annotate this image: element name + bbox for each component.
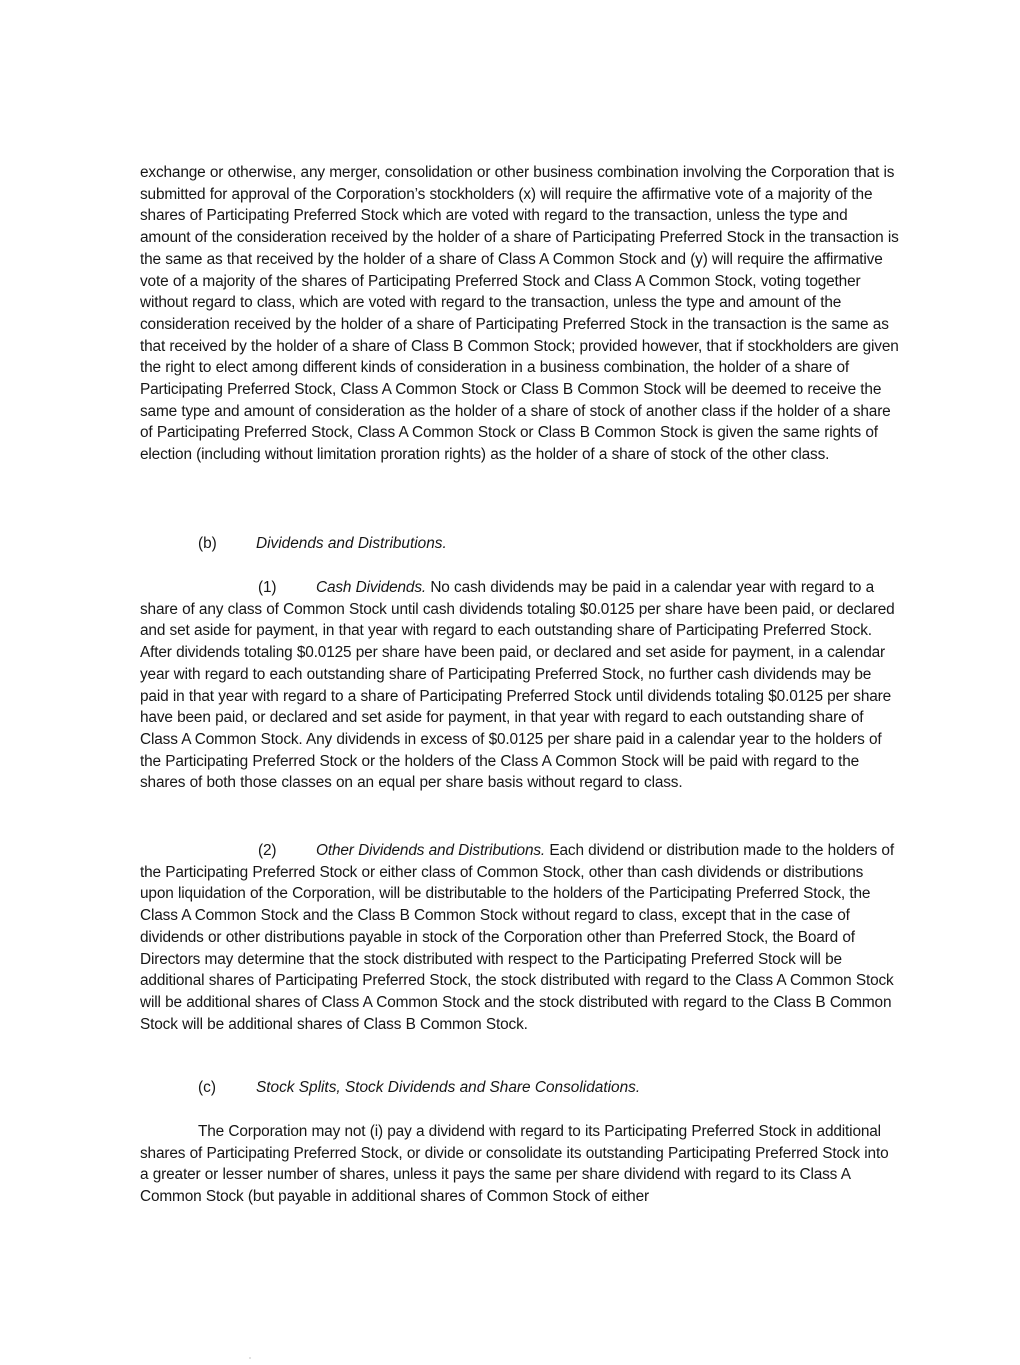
- section-c-heading: [198, 1077, 640, 1099]
- scan-speck: [249, 1357, 251, 1359]
- section-c-paragraph: The Corporation may not (i) pay a dividend with regard to its Participating Preferred Stock in additional shares of Participating Preferred Stock, or divide or consolidate its outstanding Participating Preferred Stock into a greater or lesser number of shares, unless it pays the same per share dividend with regard to its Class A Common Stock (but payable in additional shares of Common Stock of either: [140, 1123, 889, 1206]
- section-c-label: (c): [198, 1079, 216, 1096]
- section-c-title: Stock Splits, Stock Dividends and Share Consolidations.: [256, 1079, 641, 1096]
- cash-dividends-paragraph: [140, 577, 900, 794]
- section-b-label: (b): [198, 535, 217, 552]
- item-1-title: Cash Dividends.: [316, 579, 427, 596]
- other-dividends-paragraph: [140, 840, 900, 1035]
- intro-paragraph: exchange or otherwise, any merger, consolidation or other business combination involving the Corporation that is submitted for approval of the Corporation’s stockholders (x) will require the affirmative vote of a majority of the shares of Participating Preferred Stock which are voted with regard to the transaction, unless the type and amount of the consideration received by the holder of a share of Participating Preferred Stock in the transaction is the same as that received by the holder of a share of Class A Common Stock and (y) will require the affirmative vote of a majority of the shares of Participating Preferred Stock and Class A Common Stock, voting together without regard to class, which are voted with regard to the transaction, unless the type and amount of the consideration received by the holder of a share of Participating Preferred Stock in the transaction is the same as that received by the holder of a share of Class B Common Stock; provided however, that if stockholders are given the right to elect among different kinds of consideration in a business combination, the holder of a share of Participating Preferred Stock, Class A Common Stock or Class B Common Stock will be deemed to receive the same type and amount of consideration as the holder of a share of stock of another class if the holder of a share of Participating Preferred Stock, Class A Common Stock or Class B Common Stock is given the same rights of election (including without limitation proration rights) as the holder of a share of stock of the other class.: [140, 164, 899, 464]
- item-2-label: (2): [258, 842, 277, 859]
- item-1-body: No cash dividends may be paid in a calendar year with regard to a share of any class of Common Stock until cash dividends totaling $0.0125 per share have been paid, or declared and set aside for payment, in that year with regard to each outstanding share of Participating Preferred Stock. After dividends totaling $0.0125 per share have been paid, or declared and set aside for payment, in a calendar year with regard to each outstanding share of Participating Preferred Stock, no further cash dividends may be paid in that year with regard to a share of Participating Preferred Stock until dividends totaling $0.0125 per share have been paid, or declared and set aside for payment, in that year with regard to each outstanding share of Class A Common Stock. Any dividends in excess of $0.0125 per share paid in a calendar year to the holders of the Participating Preferred Stock or the holders of the Class A Common Stock will be paid with regard to the shares of both those classes on an equal per share basis without regard to class.: [140, 579, 895, 792]
- section-b-title: Dividends and Distributions.: [256, 535, 447, 552]
- item-2-title: Other Dividends and Distributions.: [316, 842, 546, 859]
- item-1-label: (1): [258, 579, 277, 596]
- section-b-heading: [198, 533, 447, 555]
- item-2-body: Each dividend or distribution made to the holders of the Participating Preferred Stock or either class of Common Stock, other than cash dividends or distributions upon liquidation of the Corporation, will be distributable to the holders of the Participating Preferred Stock, the Class A Common Stock and the Class B Common Stock without regard to class, except that in the case of dividends or other distributions payable in stock of the Corporation other than Preferred Stock, the Board of Directors may determine that the stock distributed with respect to the Participating Preferred Stock will be additional shares of Participating Preferred Stock, the stock distributed with regard to the Class A Common Stock will be additional shares of Class A Common Stock and the stock distributed with regard to the Class B Common Stock will be additional shares of Class B Common Stock.: [140, 842, 894, 1033]
